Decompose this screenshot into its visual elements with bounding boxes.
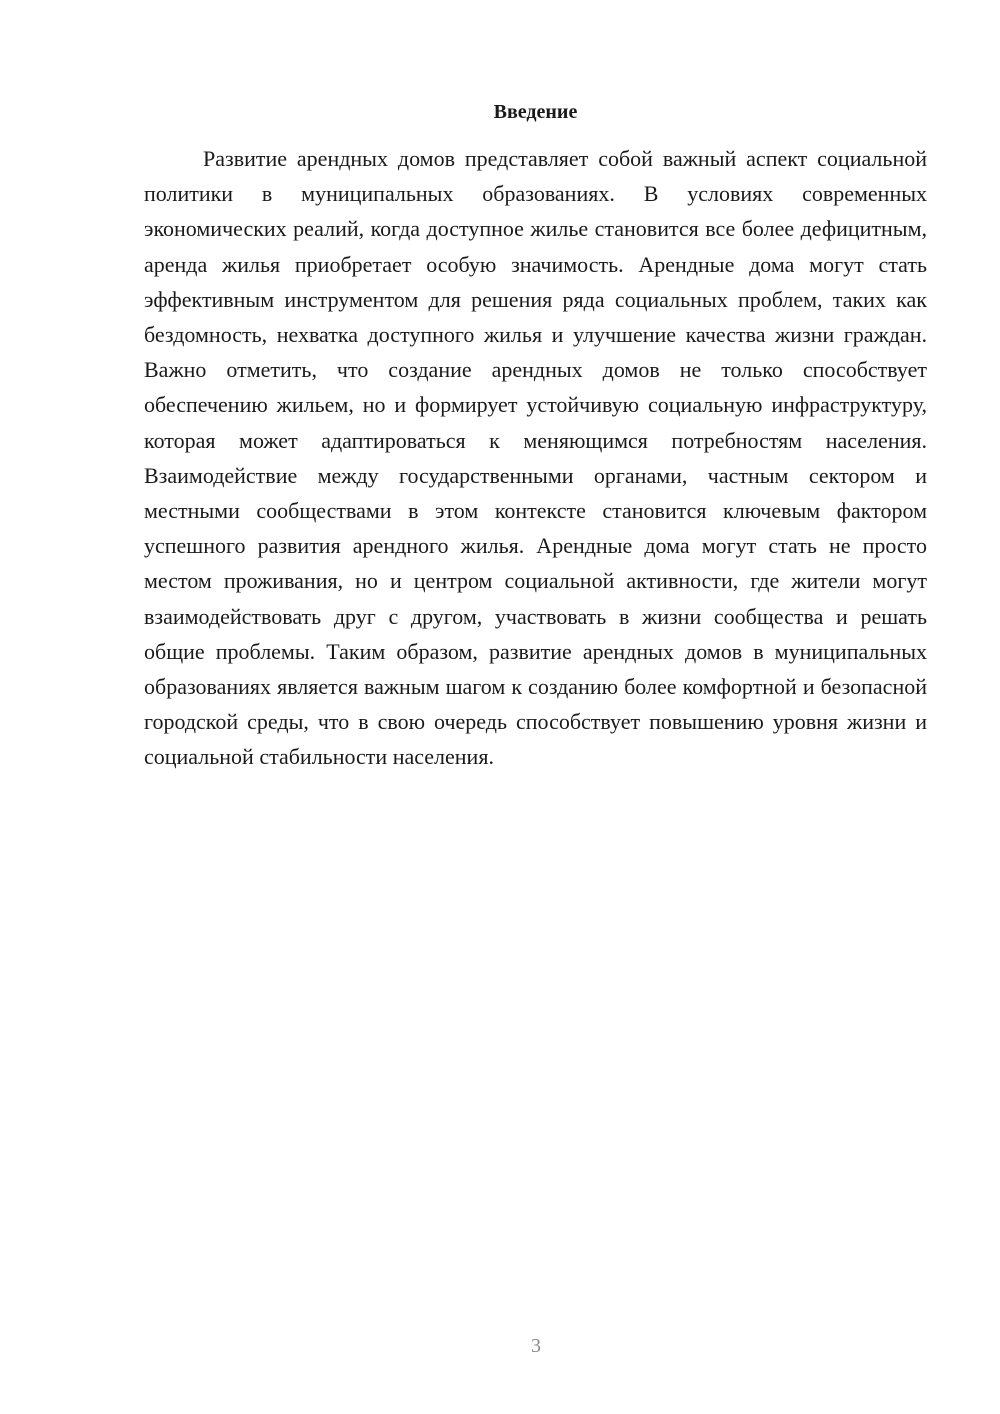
body-paragraph: Развитие арендных домов представляет собой важный аспект социальной политики в муниципальных образованиях. В условиях современных экономических реалий, когда доступное жилье становится все более дефицитным, аренда жилья приобретает особую значимость. Арендные дома могут стать эффективным инструментом для решения ряда социальных проблем, таких как бездомность, нехватка доступного жилья и улучшение качества жизни граждан. Важно отметить, что создание арендных домов не только способствует обеспечению жильем, но и формирует устойчивую социальную инфраструктуру, которая может адаптироваться к меняющимся потребностям населения. Взаимодействие между государственными органами, частным сектором и местными сообществами в этом контексте становится ключевым фактором успешного развития арендного жилья. Арендные дома могут стать не просто местом проживания, но и центром социальной активности, где жители могут взаимодействовать друг с другом, участвовать в жизни сообщества и решать общие проблемы. Таким образом, развитие арендных домов в муниципальных образованиях является важным шагом к созданию более комфортной и безопасной городской среды, что в свою очередь способствует повышению уровня жизни и социальной стабильности населения. (144, 146, 927, 770)
section-heading: Введение (493, 101, 578, 123)
page-number: 3 (531, 1335, 541, 1357)
